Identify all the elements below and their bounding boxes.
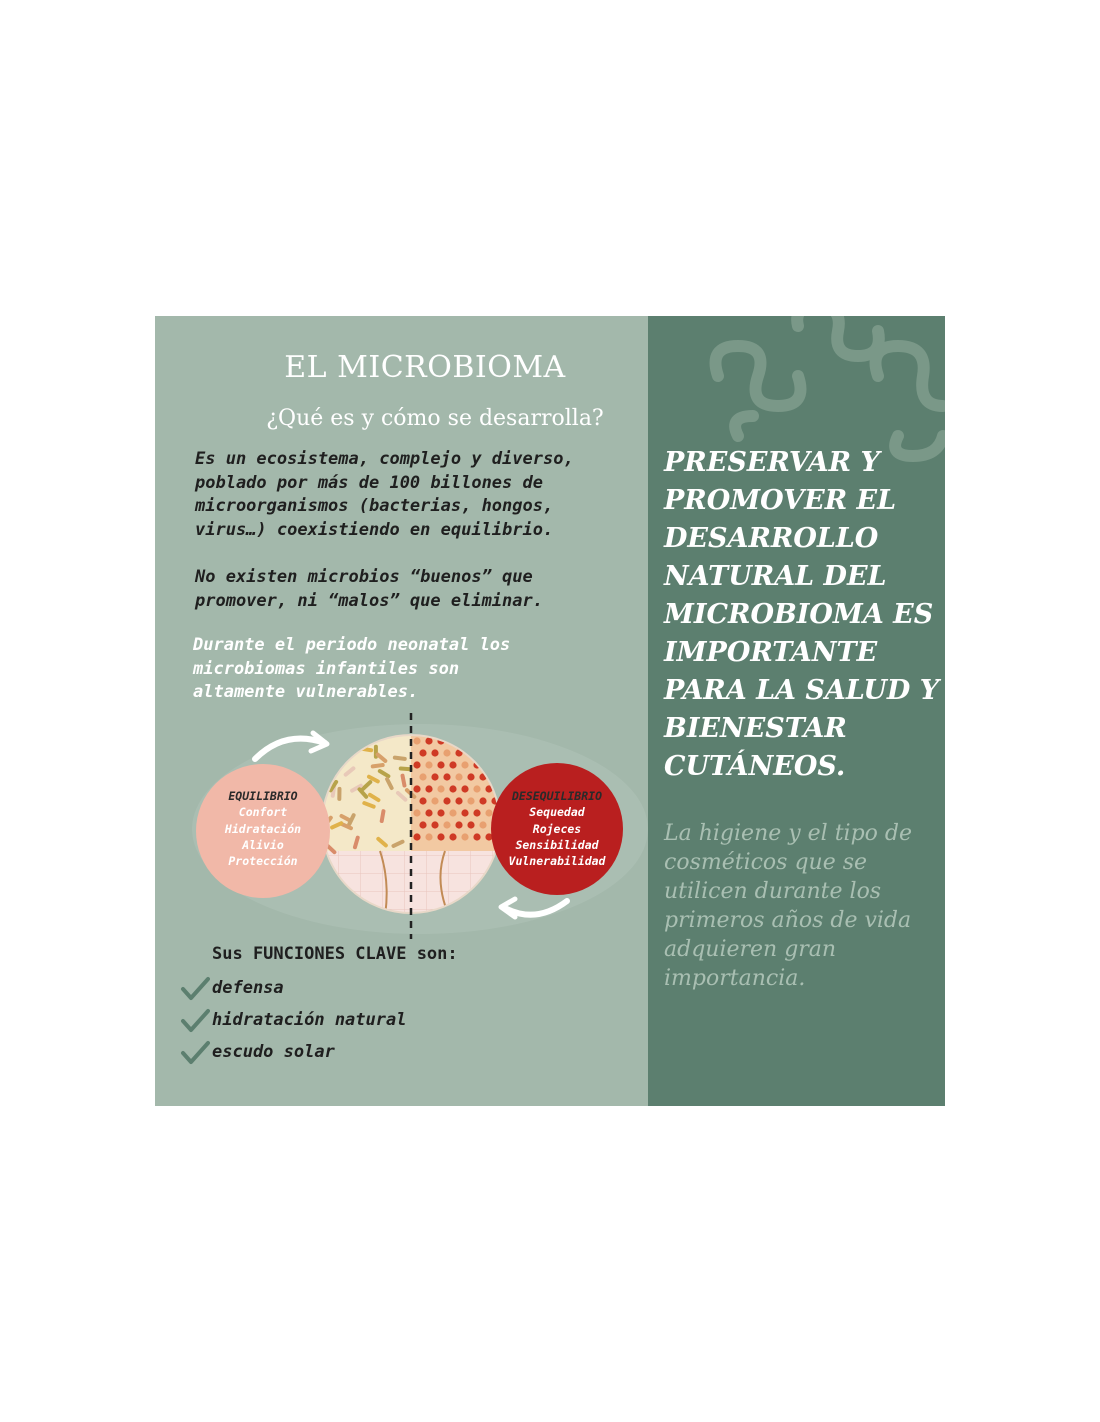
bacteria-dot: [413, 809, 420, 816]
functions-title: Sus FUNCIONES CLAVE son:: [212, 944, 458, 964]
right-panel: [648, 316, 945, 1106]
balance-item: Confort: [238, 805, 288, 820]
bacteria-dot: [431, 749, 438, 756]
function-label: defensa: [212, 978, 284, 998]
bacteria-dot: [431, 797, 438, 804]
bacteria-dot: [437, 761, 444, 768]
bacteria-dot: [461, 833, 468, 840]
function-label: hidratación natural: [212, 1010, 407, 1030]
imbalance-heading: DESEQUILIBRIO: [511, 789, 602, 803]
bacteria-dot: [413, 785, 420, 792]
key-message: PRESERVAR Y PROMOVER EL DESARROLLO NATURAL DEL MICROBIOMA ES IMPORTANTE PARA LA SALUD Y BIENESTAR CUTÁNEOS.: [664, 447, 939, 782]
imbalance-item: Vulnerabilidad: [508, 854, 606, 869]
page-title: EL MICROBIOMA: [284, 350, 566, 385]
bacteria-dot: [437, 833, 444, 840]
check-icon: [180, 1008, 210, 1034]
bacteria-dot: [473, 809, 480, 816]
bacteria-dot: [413, 761, 420, 768]
check-icon: [180, 976, 210, 1002]
list-item: [180, 1040, 580, 1070]
imbalance-item: Rojeces: [532, 821, 582, 836]
bacteria-dot: [425, 833, 432, 840]
bacteria-dot: [461, 761, 468, 768]
bacteria-dot: [431, 773, 438, 780]
bacteria-dot: [479, 797, 486, 804]
bacteria-shape: [337, 787, 341, 801]
bacteria-dot: [467, 797, 474, 804]
bacteria-dot: [425, 809, 432, 816]
function-label: escudo solar: [212, 1042, 335, 1062]
bacteria-dot: [455, 821, 462, 828]
balance-item: Protección: [228, 854, 298, 869]
bacteria-dot: [467, 821, 474, 828]
bacteria-dot: [413, 737, 420, 744]
bacteria-dot: [437, 785, 444, 792]
bacteria-dot: [461, 809, 468, 816]
bacteria-dot: [419, 797, 426, 804]
bacteria-dot: [425, 737, 432, 744]
bacteria-dot: [437, 809, 444, 816]
balance-item: Alivio: [242, 837, 284, 852]
bacteria-dot: [461, 785, 468, 792]
balance-label: [193, 788, 333, 869]
balance-heading: EQUILIBRIO: [228, 789, 298, 803]
bacteria-dot: [467, 773, 474, 780]
check-icon: [180, 1040, 210, 1066]
intro-paragraph: Es un ecosistema, complejo y diverso, poblado por más de 100 billones de microorganismos (bacterias, hongos, virus…) coexistiendo en equilibrio.: [195, 449, 574, 540]
bacteria-dot: [443, 749, 450, 756]
bacteria-dot: [431, 821, 438, 828]
bacteria-dot: [449, 833, 456, 840]
bacteria-dot: [443, 773, 450, 780]
bacteria-dot: [449, 809, 456, 816]
bacteria-dot: [419, 821, 426, 828]
balance-item: Hidratación: [224, 821, 302, 836]
bacteria-dot: [479, 821, 486, 828]
bacteria-dot: [425, 761, 432, 768]
bacteria-dot: [443, 821, 450, 828]
microbes-paragraph: No existen microbios “buenos” que promover, ni “malos” que eliminar.: [195, 567, 543, 611]
bacteria-dot: [455, 797, 462, 804]
imbalance-item: Sequedad: [529, 805, 585, 820]
supporting-text: La higiene y el tipo de cosméticos que se utilicen durante los primeros años de vida adquieren gran importancia.: [664, 821, 913, 991]
bacteria-dot: [473, 833, 480, 840]
imbalance-label: [487, 788, 627, 869]
balance-diagram: [185, 711, 648, 941]
bacteria-dot: [419, 749, 426, 756]
bacteria-dot: [413, 833, 420, 840]
bacteria-dot: [419, 773, 426, 780]
bacteria-dot: [455, 773, 462, 780]
infographic-card: [155, 316, 945, 1106]
page-subtitle: ¿Qué es y cómo se desarrolla?: [266, 406, 604, 431]
imbalance-item: Sensibilidad: [515, 837, 599, 852]
bacteria-dot: [449, 761, 456, 768]
list-item: [180, 1008, 580, 1038]
bacteria-dot: [425, 785, 432, 792]
bacteria-dot: [473, 785, 480, 792]
bacteria-dot: [443, 797, 450, 804]
neonatal-paragraph: Durante el periodo neonatal los microbiomas infantiles son altamente vulnerables.: [193, 635, 511, 702]
bacteria-dot: [449, 785, 456, 792]
left-panel: [155, 316, 648, 1106]
list-item: [180, 976, 580, 1006]
